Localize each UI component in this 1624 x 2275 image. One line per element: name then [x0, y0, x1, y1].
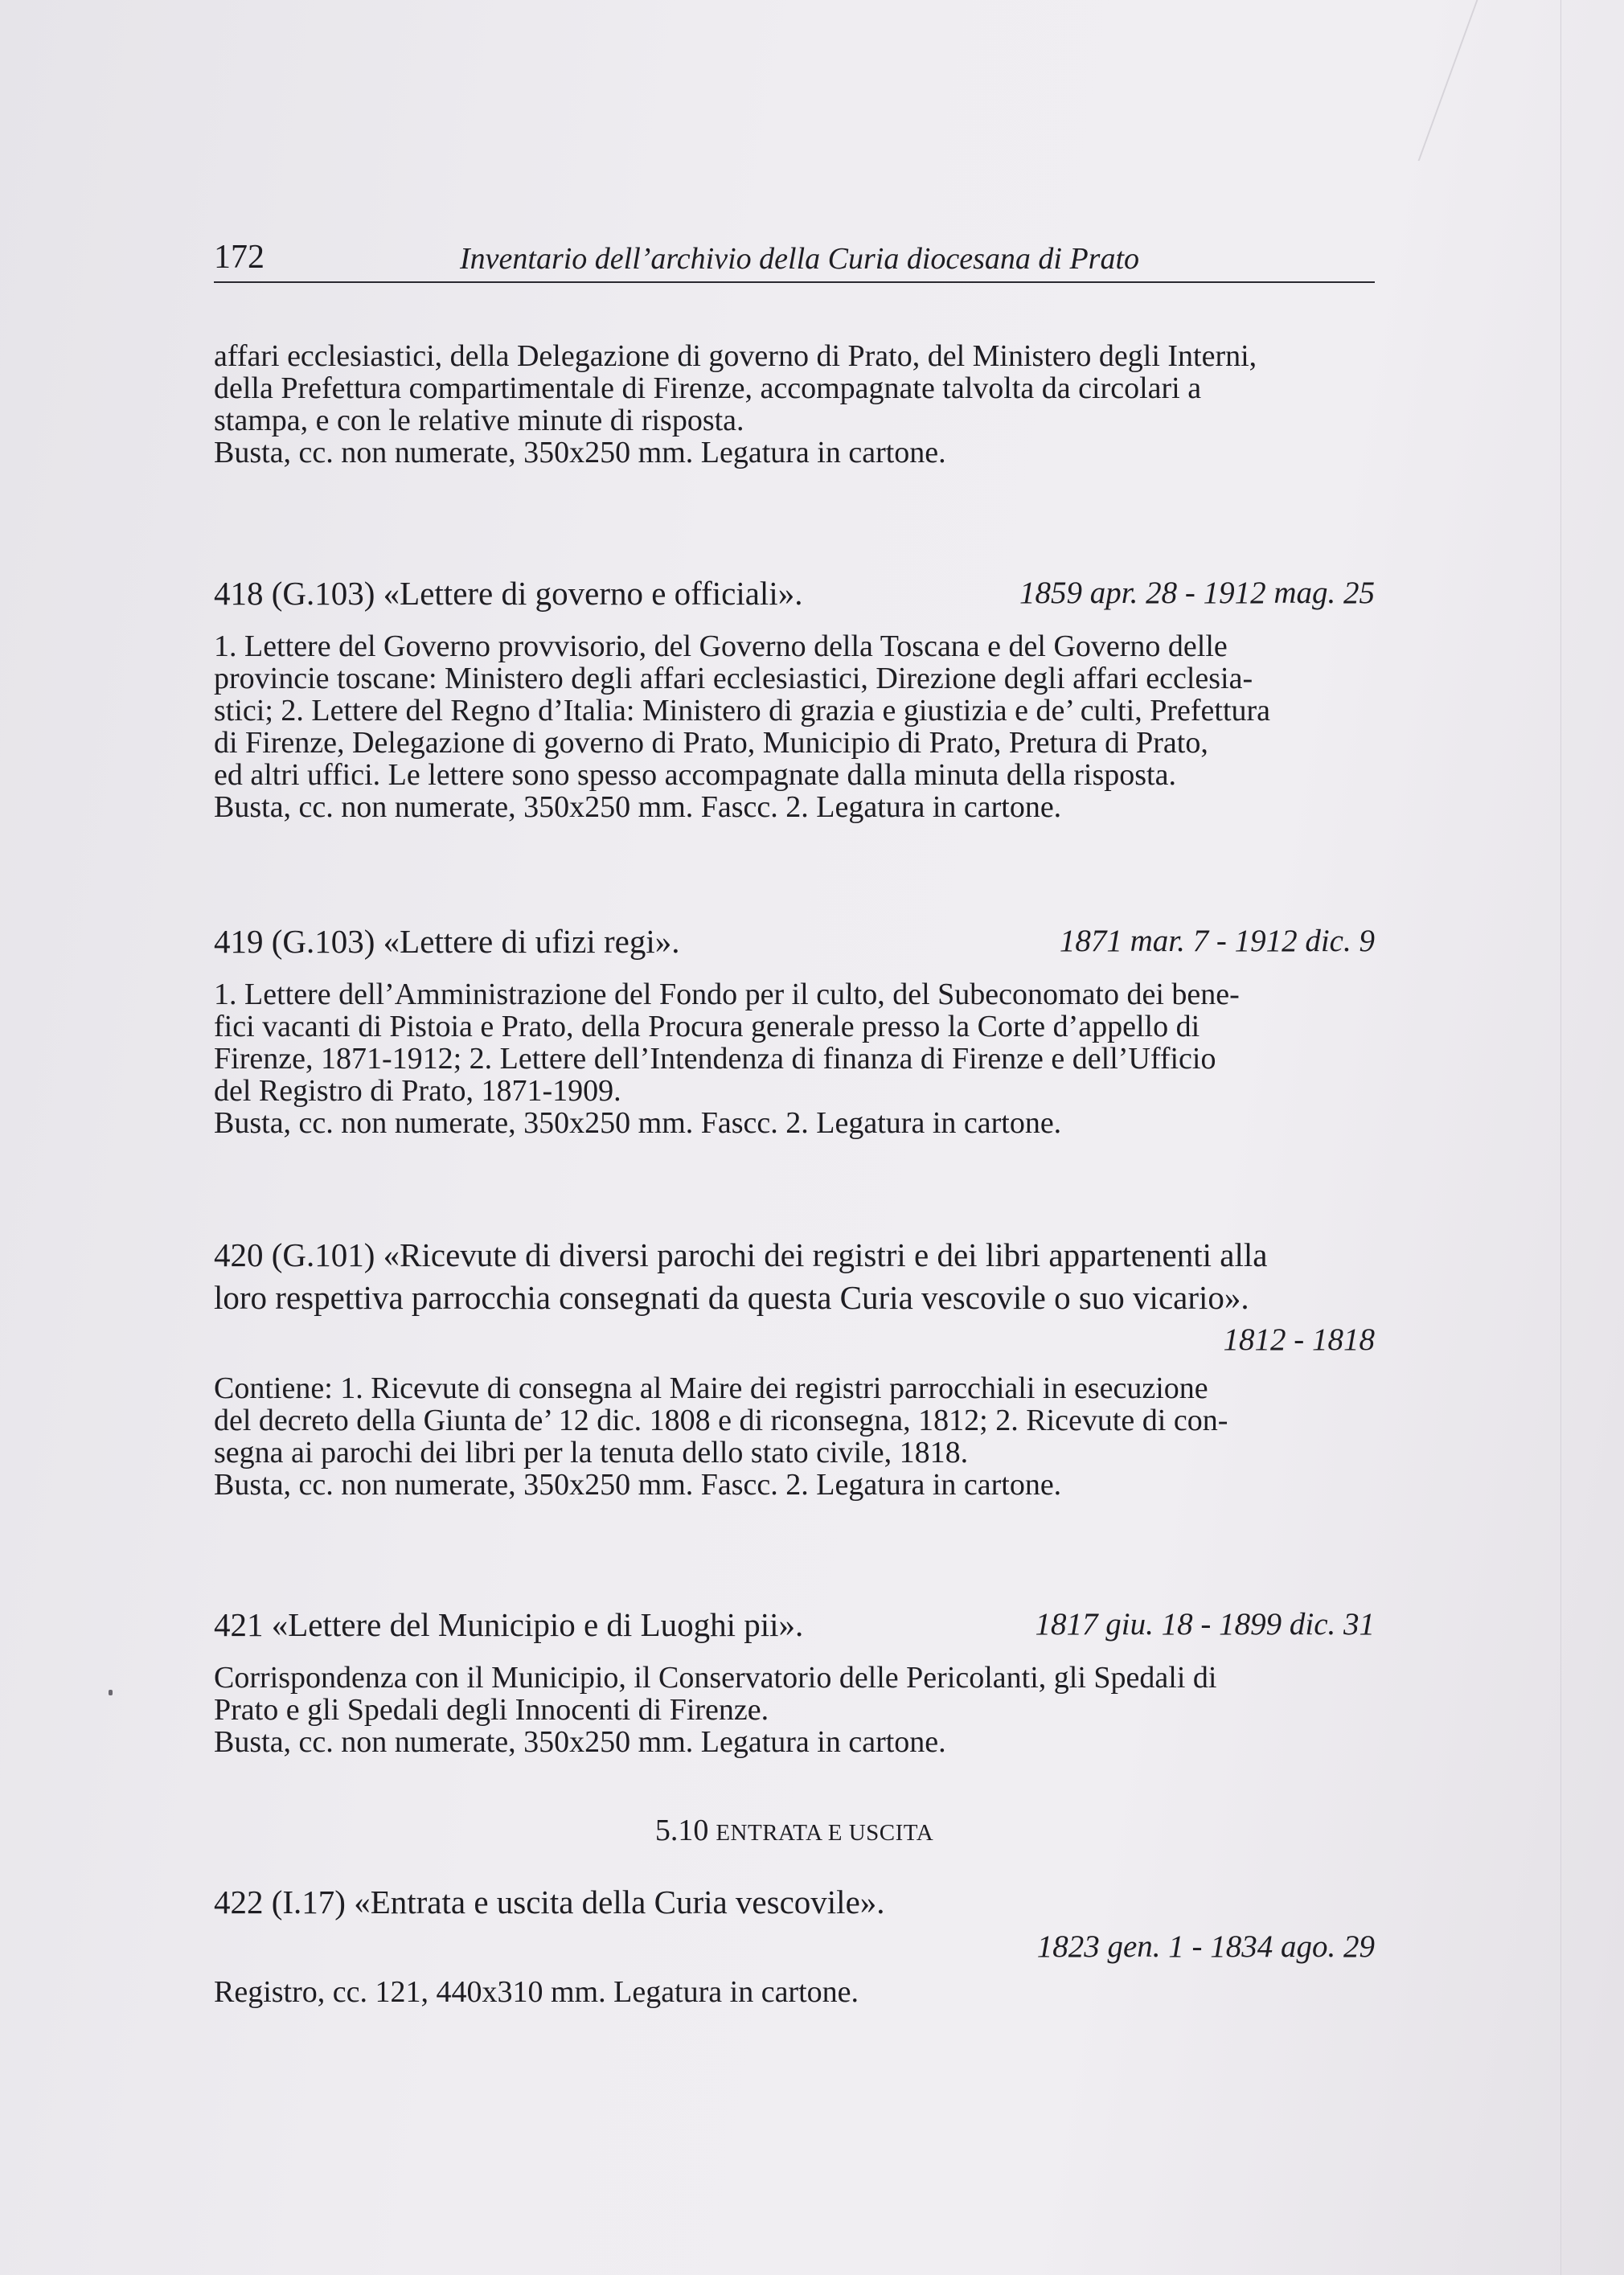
- text-line: Firenze, 1871-1912; 2. Lettere dell’Intendenza di finanza di Firenze e dell’Ufficio: [214, 1042, 1216, 1076]
- entry-date: 1823 gen. 1 - 1834 ago. 29: [1036, 1929, 1375, 1964]
- entry-date: 1859 apr. 28 - 1912 mag. 25: [1019, 576, 1375, 610]
- text-line: Busta, cc. non numerate, 350x250 mm. Fascc. 2. Legatura in cartone.: [214, 1106, 1062, 1140]
- entry-title: 419 (G.103) «Lettere di ufizi regi».: [214, 923, 680, 960]
- running-title: Inventario dell’archivio della Curia diocesana di Prato: [460, 242, 1140, 276]
- text-line: 420 (G.101) «Ricevute di diversi parochi dei registri e dei libri appartenenti alla: [214, 1236, 1268, 1273]
- entry-description: [214, 1662, 1375, 1758]
- entry-date: 1812 - 1818: [1223, 1322, 1375, 1357]
- text-line: Busta, cc. non numerate, 350x250 mm. Fascc. 2. Legatura in cartone.: [214, 1468, 1062, 1502]
- text-line: ed altri uffici. Le lettere sono spesso accompagnate dalla minuta della risposta.: [214, 758, 1176, 792]
- entry-421: [214, 1604, 1375, 1758]
- text-line: Busta, cc. non numerate, 350x250 mm. Fascc. 2. Legatura in cartone.: [214, 790, 1062, 824]
- running-head: [214, 233, 1375, 283]
- text-line: Busta, cc. non numerate, 350x250 mm. Legatura in cartone.: [214, 1725, 946, 1759]
- text-line: del decreto della Giunta de’ 12 dic. 1808 e di riconsegna, 1812; 2. Ricevute di con-: [214, 1404, 1228, 1437]
- entry-422: [214, 1881, 1375, 2008]
- text-line: del Registro di Prato, 1871-1909.: [214, 1074, 621, 1108]
- text-line: di Firenze, Delegazione di governo di Prato, Municipio di Prato, Pretura di Prato,: [214, 726, 1208, 760]
- entry-heading: [214, 1604, 1375, 1646]
- text-line: loro respettiva parrocchia consegnati da questa Curia vescovile o suo vicario».: [214, 1279, 1249, 1316]
- text-line: stici; 2. Lettere del Regno d’Italia: Ministero di grazia e giustizia e de’ culti, Prefettura: [214, 694, 1271, 728]
- page-edge: [1560, 0, 1561, 2275]
- entry-date: 1817 giu. 18 - 1899 dic. 31: [1035, 1607, 1375, 1642]
- text-line: 1. Lettere dell’Amministrazione del Fondo per il culto, del Subeconomato dei bene-: [214, 978, 1240, 1011]
- entry-description: [214, 1976, 1375, 2008]
- intro-paragraph: [214, 340, 1375, 469]
- entry-heading: [214, 920, 1375, 962]
- section-title: ENTRATA E USCITA: [716, 1820, 934, 1846]
- entry-420: [214, 1234, 1375, 1501]
- corner-fold: [1330, 0, 1478, 161]
- text-line: Contiene: 1. Ricevute di consegna al Maire dei registri parrocchiali in esecuzione: [214, 1371, 1208, 1405]
- text-line: stampa, e con le relative minute di risposta.: [214, 404, 744, 437]
- text-line: Busta, cc. non numerate, 350x250 mm. Legatura in cartone.: [214, 436, 946, 469]
- page-number: 172: [214, 239, 265, 276]
- section-number: 5.10: [654, 1814, 709, 1847]
- entry-title: 418 (G.103) «Lettere di governo e officiali».: [214, 575, 803, 612]
- entry-description: [214, 1372, 1375, 1501]
- entry-heading: [214, 572, 1375, 614]
- intro-text: [214, 340, 1375, 469]
- section-heading: [214, 1814, 1375, 1849]
- entry-date: 1871 mar. 7 - 1912 dic. 9: [1059, 924, 1375, 958]
- text-line: 1. Lettere del Governo provvisorio, del Governo della Toscana e del Governo delle: [214, 629, 1228, 663]
- text-line: Prato e gli Spedali degli Innocenti di Firenze.: [214, 1693, 769, 1727]
- entry-description: [214, 630, 1375, 823]
- entry-description: [214, 978, 1375, 1139]
- text-line: affari ecclesiastici, della Delegazione di governo di Prato, del Ministero degli Interni,: [214, 339, 1257, 373]
- entry-418: [214, 572, 1375, 823]
- text-line: provincie toscane: Ministero degli affari ecclesiastici, Direzione degli affari ecclesia-: [214, 662, 1253, 695]
- entry-title: 421 «Lettere del Municipio e di Luoghi pii».: [214, 1606, 804, 1643]
- entry-title: 422 (I.17) «Entrata e uscita della Curia vescovile».: [214, 1884, 885, 1920]
- text-line: della Prefettura compartimentale di Firenze, accompagnate talvolta da circolari a: [214, 371, 1202, 405]
- entry-title: [214, 1234, 1375, 1319]
- text-line: Registro, cc. 121, 440x310 mm. Legatura in cartone.: [214, 1975, 859, 2009]
- text-line: fici vacanti di Pistoia e Prato, della Procura generale presso la Corte d’appello di: [214, 1010, 1200, 1043]
- text-line: segna ai parochi dei libri per la tenuta dello stato civile, 1818.: [214, 1436, 969, 1470]
- entry-heading: [214, 1881, 1375, 1923]
- text-line: Corrispondenza con il Municipio, il Conservatorio delle Pericolanti, gli Spedali di: [214, 1661, 1217, 1695]
- entry-419: [214, 920, 1375, 1139]
- margin-mark: [109, 1690, 113, 1695]
